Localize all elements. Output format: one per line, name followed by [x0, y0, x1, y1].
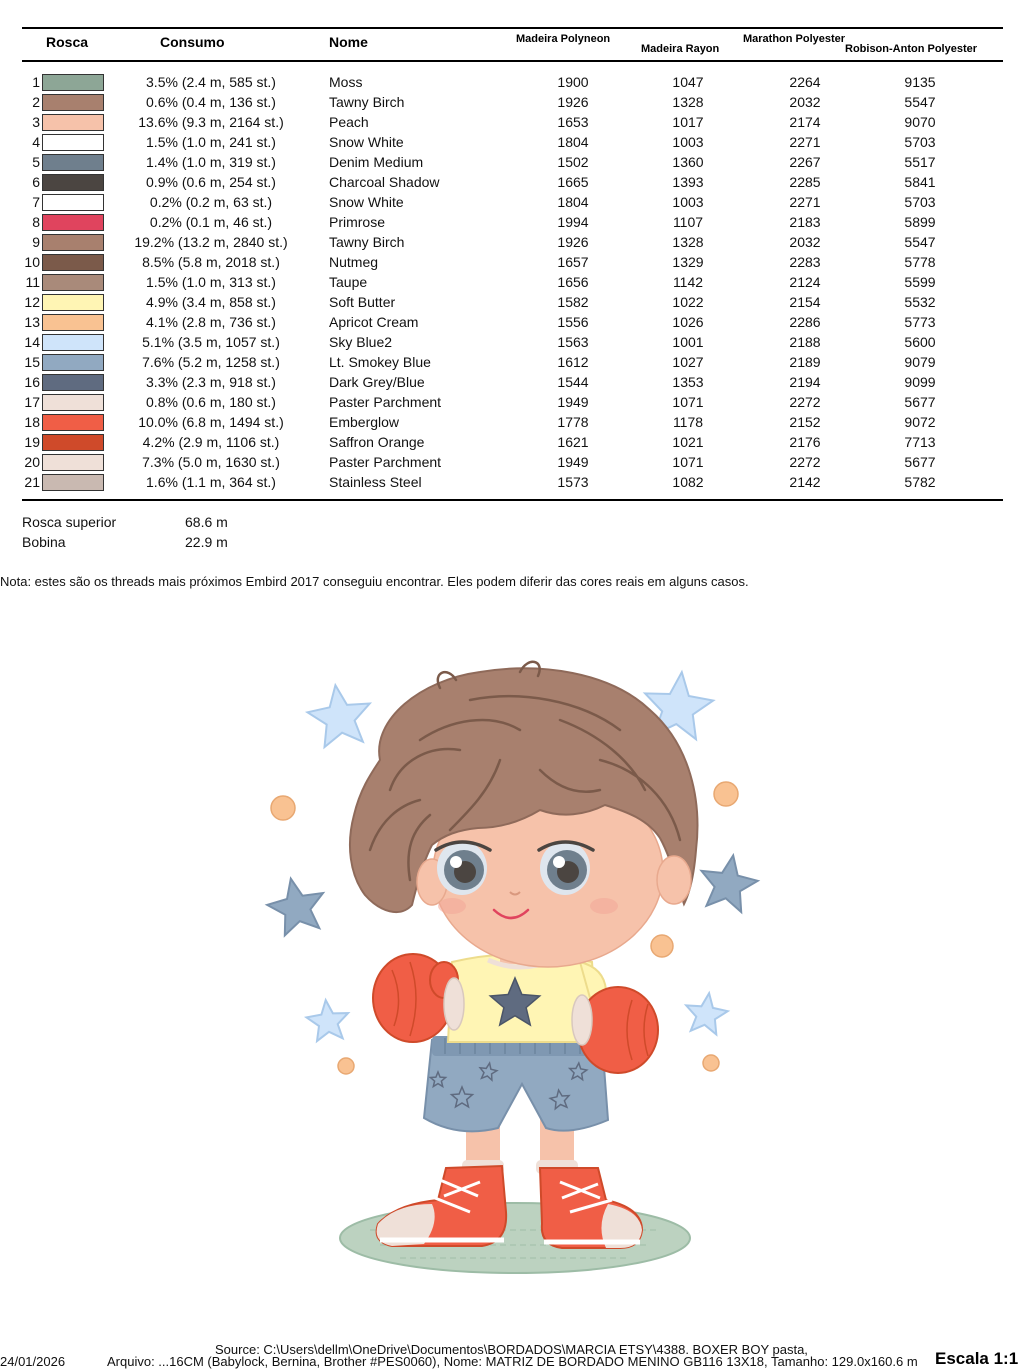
color-swatch	[42, 354, 104, 371]
row-number: 6	[32, 174, 40, 190]
row-thread-name: Dark Grey/Blue	[329, 374, 425, 390]
row-robison-anton-polyester: 9070	[904, 114, 936, 130]
row-madeira-polyneon: 1582	[557, 294, 589, 310]
thread-row	[0, 132, 1024, 152]
row-robison-anton-polyester: 5600	[904, 334, 936, 350]
row-number: 12	[24, 294, 40, 310]
color-swatch	[42, 234, 104, 251]
header-madeira-polyneon: Madeira Polyneon	[516, 33, 611, 45]
row-marathon-polyester: 2124	[789, 274, 821, 290]
thread-row	[0, 292, 1024, 312]
row-number: 18	[24, 414, 40, 430]
row-consumo: 10.0% (6.8 m, 1494 st.)	[138, 414, 284, 430]
row-madeira-polyneon: 1573	[557, 474, 589, 490]
color-swatch	[42, 454, 104, 471]
upper-thread-value: 68.6 m	[185, 514, 228, 530]
right-shoe	[540, 1168, 642, 1248]
row-consumo: 5.1% (3.5 m, 1057 st.)	[142, 334, 280, 350]
row-marathon-polyester: 2272	[789, 454, 821, 470]
thread-row	[0, 252, 1024, 272]
dot-right-middle	[651, 935, 673, 957]
row-madeira-rayon: 1328	[672, 94, 704, 110]
row-madeira-polyneon: 1612	[557, 354, 589, 370]
row-number: 10	[24, 254, 40, 270]
thread-table-body	[0, 0, 1024, 510]
left-shoe	[377, 1166, 507, 1246]
row-madeira-rayon: 1071	[672, 394, 704, 410]
row-thread-name: Lt. Smokey Blue	[329, 354, 431, 370]
row-number: 3	[32, 114, 40, 130]
row-marathon-polyester: 2267	[789, 154, 821, 170]
row-marathon-polyester: 2188	[789, 334, 821, 350]
row-consumo: 3.3% (2.3 m, 918 st.)	[146, 374, 276, 390]
row-madeira-polyneon: 1949	[557, 454, 589, 470]
row-madeira-polyneon: 1778	[557, 414, 589, 430]
row-number: 20	[24, 454, 40, 470]
row-madeira-rayon: 1353	[672, 374, 704, 390]
color-swatch	[42, 194, 104, 211]
row-marathon-polyester: 2271	[789, 194, 821, 210]
color-swatch	[42, 414, 104, 431]
row-consumo: 0.8% (0.6 m, 180 st.)	[146, 394, 276, 410]
row-madeira-rayon: 1017	[672, 114, 704, 130]
row-madeira-rayon: 1082	[672, 474, 704, 490]
row-thread-name: Primrose	[329, 214, 386, 230]
row-number: 5	[32, 154, 40, 170]
row-thread-name: Moss	[329, 74, 363, 90]
footer-source: Source: C:\Users\dellm\OneDrive\Documentos\BORDADOS\MARCIA ETSY\4388. BOXER BOY pasta,	[215, 1342, 808, 1357]
header-robison-anton-polyester: Robison-Anton Polyester	[845, 43, 978, 55]
row-thread-name: Denim Medium	[329, 154, 424, 170]
row-madeira-rayon: 1003	[672, 194, 704, 210]
boy-figure	[350, 662, 697, 1248]
row-madeira-rayon: 1329	[672, 254, 704, 270]
shorts	[424, 1036, 608, 1131]
row-thread-name: Sky Blue2	[329, 334, 393, 350]
dot-left-bottom	[338, 1058, 354, 1074]
row-madeira-rayon: 1360	[672, 154, 704, 170]
right-eye-highlight	[553, 856, 565, 868]
row-thread-name: Paster Parchment	[329, 454, 442, 470]
row-madeira-rayon: 1001	[672, 334, 704, 350]
row-madeira-polyneon: 1926	[557, 94, 589, 110]
color-swatch	[42, 274, 104, 291]
row-marathon-polyester: 2286	[789, 314, 821, 330]
row-thread-name: Tawny Birch	[329, 94, 405, 110]
row-robison-anton-polyester: 9072	[904, 414, 936, 430]
header-madeira-rayon: Madeira Rayon	[641, 43, 720, 55]
row-madeira-rayon: 1071	[672, 454, 704, 470]
row-number: 1	[32, 74, 40, 90]
row-consumo: 0.2% (0.2 m, 63 st.)	[149, 194, 273, 210]
star-light-blue-top-left	[308, 685, 370, 747]
left-eye-highlight	[450, 856, 462, 868]
row-robison-anton-polyester: 5547	[904, 234, 936, 250]
row-marathon-polyester: 2032	[789, 234, 821, 250]
row-consumo: 1.5% (1.0 m, 241 st.)	[146, 134, 276, 150]
row-thread-name: Tawny Birch	[329, 234, 405, 250]
row-thread-name: Stainless Steel	[329, 474, 422, 490]
row-madeira-polyneon: 1949	[557, 394, 589, 410]
row-robison-anton-polyester: 5703	[904, 134, 936, 150]
row-marathon-polyester: 2285	[789, 174, 821, 190]
row-number: 21	[24, 474, 40, 490]
row-madeira-polyneon: 1900	[557, 74, 589, 90]
thread-row	[0, 352, 1024, 372]
color-swatch	[42, 314, 104, 331]
row-madeira-rayon: 1003	[672, 134, 704, 150]
row-marathon-polyester: 2174	[789, 114, 821, 130]
row-madeira-polyneon: 1926	[557, 234, 589, 250]
row-number: 2	[32, 94, 40, 110]
row-robison-anton-polyester: 5703	[904, 194, 936, 210]
row-number: 14	[24, 334, 40, 350]
row-marathon-polyester: 2183	[789, 214, 821, 230]
thread-row	[0, 312, 1024, 332]
thread-row	[0, 152, 1024, 172]
row-robison-anton-polyester: 9079	[904, 354, 936, 370]
row-consumo: 1.5% (1.0 m, 313 st.)	[146, 274, 276, 290]
left-cheek	[438, 898, 466, 914]
thread-row	[0, 272, 1024, 292]
row-madeira-polyneon: 1544	[557, 374, 589, 390]
star-small-right	[686, 993, 728, 1034]
thread-row	[0, 472, 1024, 492]
color-swatch	[42, 374, 104, 391]
color-swatch	[42, 114, 104, 131]
row-thread-name: Apricot Cream	[329, 314, 419, 330]
row-madeira-rayon: 1393	[672, 174, 704, 190]
row-consumo: 4.9% (3.4 m, 858 st.)	[146, 294, 276, 310]
footer-file-info: Arquivo: ...16CM (Babylock, Bernina, Brother #PES0060), Nome: MATRIZ DE BORDADO MENINO GB116 13X18, Tamanho: 129.0x160.6 m	[107, 1354, 918, 1369]
thread-row	[0, 232, 1024, 252]
row-consumo: 7.3% (5.0 m, 1630 st.)	[142, 454, 280, 470]
color-swatch	[42, 294, 104, 311]
header-nome: Nome	[329, 34, 368, 50]
color-swatch	[42, 134, 104, 151]
thread-row	[0, 112, 1024, 132]
left-boxing-glove	[373, 954, 464, 1042]
footer-scale: Escala 1:1	[935, 1349, 1019, 1368]
row-consumo: 0.6% (0.4 m, 136 st.)	[146, 94, 276, 110]
table-bottom-rule	[22, 499, 1003, 501]
thread-row	[0, 432, 1024, 452]
row-madeira-polyneon: 1994	[557, 214, 589, 230]
row-consumo: 1.4% (1.0 m, 319 st.)	[146, 154, 276, 170]
thread-row	[0, 172, 1024, 192]
thread-row	[0, 412, 1024, 432]
row-number: 17	[24, 394, 40, 410]
row-robison-anton-polyester: 5773	[904, 314, 936, 330]
row-madeira-rayon: 1021	[672, 434, 704, 450]
row-marathon-polyester: 2194	[789, 374, 821, 390]
bobbin-value: 22.9 m	[185, 534, 228, 550]
row-madeira-rayon: 1178	[672, 414, 704, 430]
color-swatch	[42, 334, 104, 351]
right-cheek	[590, 898, 618, 914]
row-thread-name: Charcoal Shadow	[329, 174, 440, 190]
embroidery-design-preview	[0, 600, 1024, 1300]
row-number: 9	[32, 234, 40, 250]
row-robison-anton-polyester: 5778	[904, 254, 936, 270]
row-madeira-rayon: 1328	[672, 234, 704, 250]
thread-row	[0, 72, 1024, 92]
thread-row	[0, 452, 1024, 472]
row-thread-name: Taupe	[329, 274, 368, 290]
row-madeira-polyneon: 1502	[557, 154, 589, 170]
star-small-left	[307, 1000, 349, 1041]
row-madeira-polyneon: 1804	[557, 194, 589, 210]
row-madeira-polyneon: 1657	[557, 254, 589, 270]
row-number: 8	[32, 214, 40, 230]
row-consumo: 4.2% (2.9 m, 1106 st.)	[142, 434, 280, 450]
row-consumo: 0.9% (0.6 m, 254 st.)	[146, 174, 276, 190]
dot-right-top	[714, 782, 738, 806]
footer-date: 24/01/2026	[0, 1354, 66, 1369]
row-number: 4	[32, 134, 40, 150]
thread-row	[0, 332, 1024, 352]
header-marathon-polyester: Marathon Polyester	[743, 33, 846, 45]
row-madeira-polyneon: 1653	[557, 114, 589, 130]
row-number: 19	[24, 434, 40, 450]
row-consumo: 1.6% (1.1 m, 364 st.)	[146, 474, 276, 490]
color-swatch	[42, 434, 104, 451]
row-marathon-polyester: 2271	[789, 134, 821, 150]
row-madeira-rayon: 1107	[672, 214, 704, 230]
thread-row	[0, 92, 1024, 112]
row-robison-anton-polyester: 5599	[904, 274, 936, 290]
color-swatch	[42, 154, 104, 171]
row-madeira-rayon: 1022	[672, 294, 704, 310]
row-robison-anton-polyester: 5547	[904, 94, 936, 110]
right-glove-cuff	[572, 995, 592, 1045]
row-thread-name: Paster Parchment	[329, 394, 442, 410]
row-madeira-polyneon: 1621	[557, 434, 589, 450]
row-robison-anton-polyester: 5782	[904, 474, 936, 490]
color-swatch	[42, 394, 104, 411]
row-consumo: 4.1% (2.8 m, 736 st.)	[146, 314, 276, 330]
row-number: 15	[24, 354, 40, 370]
row-robison-anton-polyester: 9099	[904, 374, 936, 390]
thread-row	[0, 392, 1024, 412]
bobbin-label: Bobina	[22, 534, 66, 550]
row-consumo: 13.6% (9.3 m, 2164 st.)	[138, 114, 284, 130]
row-thread-name: Peach	[329, 114, 369, 130]
header-rosca: Rosca	[46, 34, 89, 50]
row-robison-anton-polyester: 7713	[904, 434, 936, 450]
upper-thread-label: Rosca superior	[22, 514, 117, 530]
row-thread-name: Snow White	[329, 194, 404, 210]
star-blue-right	[702, 856, 758, 913]
dot-right-bottom	[703, 1055, 719, 1071]
color-swatch	[42, 214, 104, 231]
row-robison-anton-polyester: 5677	[904, 394, 936, 410]
row-marathon-polyester: 2283	[789, 254, 821, 270]
row-consumo: 7.6% (5.2 m, 1258 st.)	[142, 354, 280, 370]
thread-row	[0, 372, 1024, 392]
thread-row	[0, 192, 1024, 212]
row-marathon-polyester: 2176	[789, 434, 821, 450]
row-robison-anton-polyester: 5841	[904, 174, 936, 190]
color-swatch	[42, 74, 104, 91]
row-consumo: 0.2% (0.1 m, 46 st.)	[149, 214, 273, 230]
color-swatch	[42, 94, 104, 111]
row-consumo: 8.5% (5.8 m, 2018 st.)	[142, 254, 280, 270]
color-swatch	[42, 254, 104, 271]
row-consumo: 3.5% (2.4 m, 585 st.)	[146, 74, 276, 90]
row-thread-name: Emberglow	[329, 414, 400, 430]
row-madeira-rayon: 1026	[672, 314, 704, 330]
thread-row	[0, 212, 1024, 232]
row-marathon-polyester: 2152	[789, 414, 821, 430]
row-marathon-polyester: 2142	[789, 474, 821, 490]
row-madeira-polyneon: 1665	[557, 174, 589, 190]
row-thread-name: Soft Butter	[329, 294, 396, 310]
row-madeira-rayon: 1142	[672, 274, 704, 290]
row-madeira-polyneon: 1656	[557, 274, 589, 290]
row-marathon-polyester: 2272	[789, 394, 821, 410]
row-consumo: 19.2% (13.2 m, 2840 st.)	[134, 234, 288, 250]
row-thread-name: Nutmeg	[329, 254, 379, 270]
row-madeira-rayon: 1027	[672, 354, 704, 370]
row-marathon-polyester: 2189	[789, 354, 821, 370]
star-blue-left	[267, 879, 323, 936]
left-glove-cuff	[444, 978, 464, 1030]
row-robison-anton-polyester: 9135	[904, 74, 936, 90]
row-madeira-polyneon: 1804	[557, 134, 589, 150]
color-note: Nota: estes são os threads mais próximos Embird 2017 conseguiu encontrar. Eles podem diferir das cores reais em alguns casos.	[0, 574, 749, 589]
row-number: 7	[32, 194, 40, 210]
row-thread-name: Snow White	[329, 134, 404, 150]
row-madeira-rayon: 1047	[672, 74, 704, 90]
row-thread-name: Saffron Orange	[329, 434, 425, 450]
row-marathon-polyester: 2154	[789, 294, 821, 310]
row-number: 11	[25, 274, 40, 290]
row-robison-anton-polyester: 5517	[904, 154, 936, 170]
row-madeira-polyneon: 1556	[557, 314, 589, 330]
row-number: 16	[24, 374, 40, 390]
color-swatch	[42, 474, 104, 491]
color-swatch	[42, 174, 104, 191]
row-number: 13	[24, 314, 40, 330]
dot-left-top	[271, 796, 295, 820]
row-madeira-polyneon: 1563	[557, 334, 589, 350]
row-robison-anton-polyester: 5677	[904, 454, 936, 470]
row-marathon-polyester: 2032	[789, 94, 821, 110]
header-consumo: Consumo	[160, 34, 225, 50]
row-robison-anton-polyester: 5899	[904, 214, 936, 230]
row-robison-anton-polyester: 5532	[904, 294, 936, 310]
right-ear	[657, 856, 691, 904]
row-marathon-polyester: 2264	[789, 74, 821, 90]
